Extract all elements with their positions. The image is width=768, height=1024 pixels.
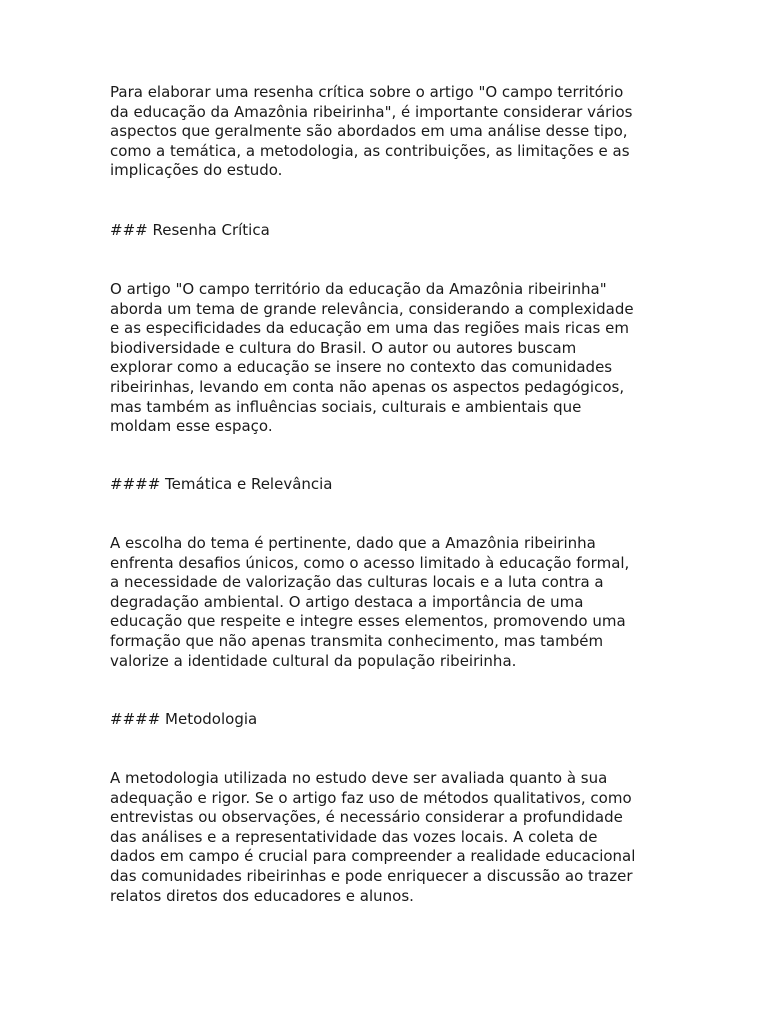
- text-line: aspectos que geralmente são abordados em uma análise desse tipo,: [110, 122, 628, 141]
- heading-text: #### Metodologia: [110, 710, 258, 728]
- text-line: mas também as influências sociais, culturais e ambientais que: [110, 397, 582, 416]
- text-line: educação que respeite e integre esses elementos, promovendo uma: [110, 612, 626, 631]
- text-line: O artigo "O campo território da educação da Amazônia ribeirinha": [110, 280, 607, 298]
- text-line: das análises e a representatividade das vozes locais. A coleta de: [110, 827, 598, 846]
- intro-paragraph: [110, 83, 658, 181]
- section-heading-resenha: [110, 221, 658, 241]
- text-line: A escolha do tema é pertinente, dado que a Amazônia ribeirinha: [110, 534, 596, 552]
- text-line: das comunidades ribeirinhas e pode enriquecer a discussão ao trazer: [110, 866, 633, 885]
- text-line: moldam esse espaço.: [110, 417, 273, 436]
- text-line: A metodologia utilizada no estudo deve ser avaliada quanto à sua: [110, 769, 608, 787]
- text-line: entrevistas ou observações, é necessário considerar a profundidade: [110, 808, 623, 827]
- text-line: da educação da Amazônia ribeirinha", é importante considerar vários: [110, 102, 633, 121]
- text-line: ribeirinhas, levando em conta não apenas os aspectos pedagógicos,: [110, 377, 625, 396]
- text-line: a necessidade de valorização das culturas locais e a luta contra a: [110, 573, 604, 592]
- heading-text: #### Temática e Relevância: [110, 475, 333, 493]
- text-line: implicações do estudo.: [110, 161, 283, 180]
- section-heading-metodologia: [110, 710, 658, 730]
- text-line: aborda um tema de grande relevância, considerando a complexidade: [110, 299, 634, 318]
- text-line: valorize a identidade cultural da população ribeirinha.: [110, 651, 517, 670]
- resenha-paragraph: [110, 280, 658, 437]
- metodologia-paragraph: [110, 769, 658, 906]
- heading-text: ### Resenha Crítica: [110, 221, 270, 239]
- text-line: Para elaborar uma resenha crítica sobre o artigo "O campo território: [110, 83, 624, 101]
- text-line: dados em campo é crucial para compreender a realidade educacional: [110, 847, 636, 866]
- text-line: adequação e rigor. Se o artigo faz uso de métodos qualitativos, como: [110, 788, 632, 807]
- text-line: enfrenta desafios únicos, como o acesso limitado à educação formal,: [110, 553, 630, 572]
- text-line: degradação ambiental. O artigo destaca a importância de uma: [110, 592, 584, 611]
- text-line: relatos diretos dos educadores e alunos.: [110, 886, 414, 905]
- text-line: e as especificidades da educação em uma das regiões mais ricas em: [110, 319, 629, 338]
- text-line: explorar como a educação se insere no contexto das comunidades: [110, 358, 613, 377]
- text-line: biodiversidade e cultura do Brasil. O autor ou autores buscam: [110, 338, 577, 357]
- text-line: formação que não apenas transmita conhecimento, mas também: [110, 631, 604, 650]
- section-heading-tematica: [110, 475, 658, 495]
- tematica-paragraph: [110, 534, 658, 671]
- text-line: como a temática, a metodologia, as contribuições, as limitações e as: [110, 141, 630, 160]
